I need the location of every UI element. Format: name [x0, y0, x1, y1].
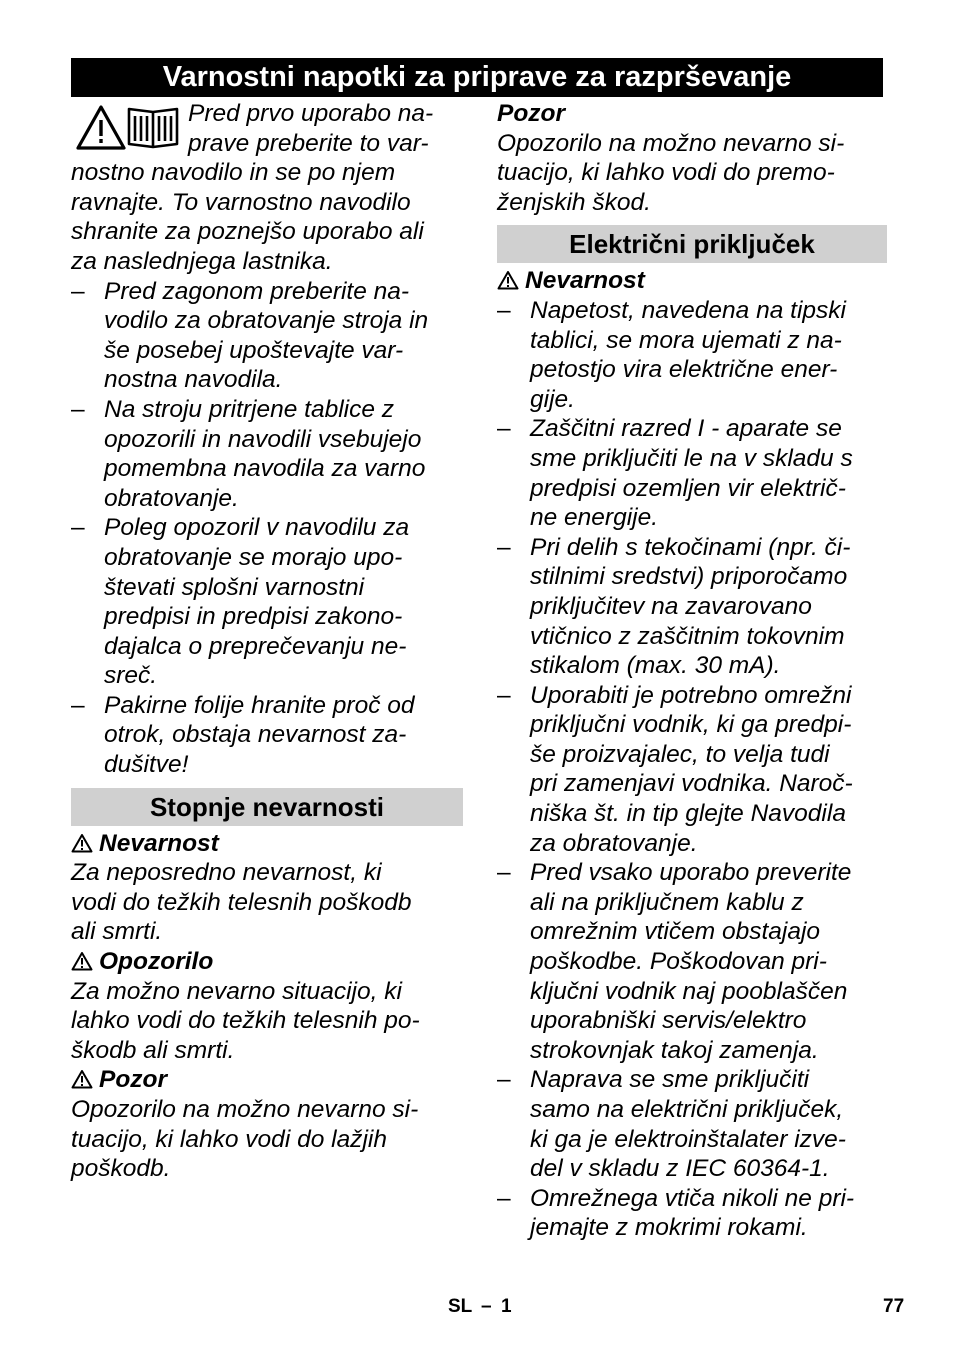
list-dash: – [497, 296, 511, 324]
item-line: jemajte z mokrimi rokami. [530, 1214, 808, 1242]
pozor-heading: Pozor [497, 100, 566, 127]
level-heading [71, 829, 463, 859]
level-line: vodi do težkih telesnih poškodb [71, 888, 412, 916]
list-item [71, 395, 463, 513]
item-line: števati splošni varnostni [104, 573, 365, 601]
section-heading-hazard-levels: Stopnje nevarnosti [71, 788, 463, 826]
item-line: Zaščitni razred I - aparate se [530, 415, 842, 443]
item-line: še posebej upoštevajte var- [104, 336, 404, 364]
item-line: niška št. in tip glejte Navodila [530, 800, 846, 828]
list-dash: – [497, 1066, 511, 1094]
warning-triangle-icon [71, 1069, 93, 1089]
item-line: omrežnim vtičem obstajajo [530, 918, 821, 946]
level-title: Opozorilo [99, 948, 214, 976]
item-line: predpisi in predpisi zakono- [104, 603, 403, 631]
intro-line: nostno navodilo in se po njem [71, 159, 396, 187]
level-line: Opozorilo na možno nevarno si- [71, 1096, 419, 1123]
intro-line: prave preberite to var- [188, 129, 429, 157]
footer-language-code: SL [448, 1296, 473, 1317]
item-line: Uporabiti je potrebno omrežni [530, 681, 852, 709]
item-line: samo na električni priključek, [530, 1096, 844, 1123]
item-line: ne energije. [530, 504, 659, 532]
item-line: vtičnico z zaščitnim tokovnim [530, 622, 845, 650]
item-line: ključni vodnik naj pooblaščen [530, 977, 848, 1005]
list-dash: – [497, 1184, 511, 1212]
item-line: sreč. [104, 662, 158, 690]
intro-line: ravnajte. To varnostno navodilo [71, 188, 411, 216]
item-line: otrok, obstaja nevarnost za- [104, 721, 407, 749]
item-line: gije. [530, 385, 575, 413]
footer-dash: – [481, 1296, 492, 1317]
item-line: stikalom (max. 30 mA). [530, 652, 781, 680]
item-line: poškodbe. Poškodovan pri- [530, 948, 827, 976]
list-dash: – [497, 681, 511, 709]
pozor-line: ženjskih škod. [497, 188, 651, 216]
item-line: Pred vsako uporabo preverite [530, 859, 852, 887]
item-line: tablici, se mora ujemati z na- [530, 326, 842, 354]
level-line: poškodb. [71, 1155, 171, 1183]
item-line: priključni vodnik, ki ga predpi- [530, 711, 852, 739]
item-line: del v skladu z IEC 60364-1. [530, 1155, 830, 1183]
item-line: Na stroju pritrjene tablice z [104, 395, 395, 423]
open-book-icon [129, 109, 177, 147]
list-item [71, 513, 463, 691]
section-heading-electrical: Električni priključek [497, 225, 887, 263]
item-line: Napetost, navedena na tipski [530, 296, 846, 324]
list-dash: – [497, 415, 511, 443]
list-dash: – [497, 533, 511, 561]
item-line: sme priključiti le na v skladu s [530, 444, 853, 472]
item-line: še proizvajalec, to velja tudi [530, 740, 830, 768]
item-line: stilnimi sredstvi) priporočamo [530, 563, 848, 591]
nevarnost-title: Nevarnost [525, 267, 645, 295]
item-line: petostjo vira električne ener- [530, 356, 838, 384]
level-line: tuacijo, ki lahko vodi do lažjih [71, 1125, 387, 1153]
level-heading [71, 1065, 463, 1095]
list-item [497, 1184, 887, 1243]
list-dash: – [71, 691, 85, 719]
item-line: Pred zagonom preberite na- [104, 277, 410, 305]
list-item [497, 858, 887, 1065]
nevarnost-heading [497, 266, 887, 296]
item-line: predpisi ozemljen vir električ- [530, 474, 846, 502]
list-item [71, 691, 463, 780]
level-line: škodb ali smrti. [71, 1036, 235, 1064]
item-line: obratovanje. [104, 484, 239, 512]
list-item [497, 1065, 887, 1183]
item-line: Pakirne folije hranite proč od [104, 691, 415, 719]
level-title: Nevarnost [99, 829, 219, 857]
page-number: 77 [883, 1296, 905, 1317]
list-item [497, 414, 887, 532]
item-line: priključitev na zavarovano [530, 592, 812, 620]
footer-section-number: 1 [501, 1296, 512, 1317]
list-item [497, 533, 887, 681]
level-line: Za neposredno nevarnost, ki [71, 859, 382, 887]
list-dash: – [71, 395, 85, 423]
item-line: ali na priključnem kablu z [530, 888, 804, 916]
warning-triangle-icon [497, 270, 519, 290]
intro-paragraph [71, 99, 463, 277]
list-item [497, 296, 887, 414]
item-line: za obratovanje. [530, 829, 698, 857]
item-line: opozorili in navodili vsebujejo [104, 425, 422, 453]
intro-line: shranite za poznejšo uporabo ali [71, 218, 424, 246]
item-line: strokovnjak takoj zamenja. [530, 1036, 819, 1064]
list-item [497, 681, 887, 859]
item-line: vodilo za obratovanje stroja in [104, 307, 429, 335]
page-title: Varnostni napotki za priprave za razprševanje [71, 58, 883, 97]
item-line: Naprava se sme priključiti [530, 1066, 810, 1094]
list-item [71, 277, 463, 395]
item-line: Pri delih s tekočinami (npr. či- [530, 533, 851, 561]
safety-icons [74, 103, 182, 153]
item-line: ki ga je elektroinštalater izve- [530, 1125, 846, 1153]
pozor-line: Opozorilo na možno nevarno si- [497, 129, 845, 157]
list-dash: – [497, 859, 511, 887]
level-line: Za možno nevarno situacijo, ki [71, 977, 402, 1005]
level-heading [71, 947, 463, 977]
item-line: pomembna navodila za varno [104, 455, 426, 483]
warning-triangle-icon [71, 833, 93, 853]
level-title: Pozor [99, 1066, 168, 1094]
intro-line: za naslednjega lastnika. [71, 247, 333, 275]
item-line: Poleg opozoril v navodilu za [104, 514, 410, 542]
item-line: pri zamenjavi vodnika. Naroč- [530, 770, 853, 798]
item-line: dajalca o preprečevanju ne- [104, 632, 407, 660]
left-column [71, 99, 463, 1184]
level-line: ali smrti. [71, 918, 163, 946]
list-dash: – [71, 514, 85, 542]
right-column [497, 99, 887, 1243]
list-dash: – [71, 277, 85, 305]
item-line: uporabniški servis/elektro [530, 1007, 807, 1035]
pozor-line: tuacijo, ki lahko vodi do premo- [497, 159, 835, 187]
item-line: Omrežnega vtiča nikoli ne pri- [530, 1184, 855, 1212]
intro-line: Pred prvo uporabo na- [188, 100, 434, 127]
item-line: dušitve! [104, 751, 189, 779]
item-line: obratovanje se morajo upo- [104, 543, 403, 571]
warning-triangle-icon [78, 107, 124, 148]
warning-triangle-icon [71, 951, 93, 971]
item-line: nostna navodila. [104, 366, 283, 394]
level-line: lahko vodi do težkih telesnih po- [71, 1007, 420, 1035]
